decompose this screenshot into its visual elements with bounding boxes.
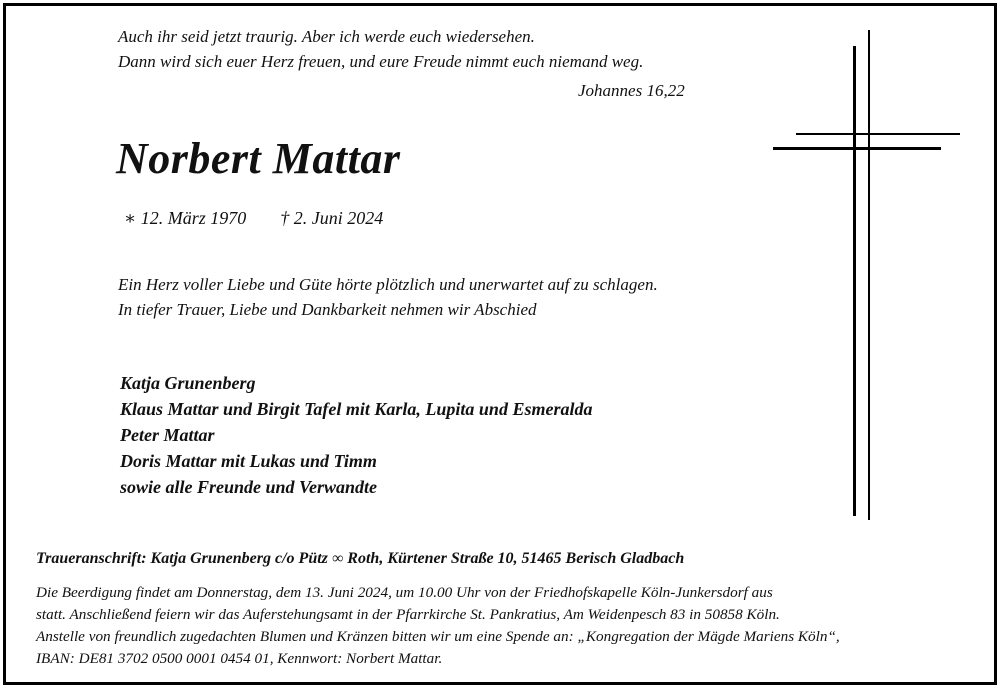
obituary-frame: [3, 3, 997, 685]
message-line-2: In tiefer Trauer, Liebe und Dankbarkeit nehmen wir Abschied: [118, 300, 537, 319]
cross-vertical-bar: [853, 46, 856, 516]
life-dates: [124, 208, 383, 229]
cross-horizontal-bar: [773, 147, 941, 150]
farewell-message: [118, 272, 658, 322]
verse-line-2: Dann wird sich euer Herz freuen, und eure Freude nimmt euch niemand weg.: [118, 52, 644, 71]
family-member: Katja Grunenberg: [120, 373, 256, 393]
verse-line-1: Auch ihr seid jetzt traurig. Aber ich werde euch wiedersehen.: [118, 27, 535, 46]
funeral-line-3: Anstelle von freundlich zugedachten Blumen und Kränzen bitten wir um eine Spende an: „Kongregation der Mägde Mariens Köln“,: [36, 628, 840, 645]
funeral-line-4: IBAN: DE81 3702 0500 0001 0454 01, Kennwort: Norbert Mattar.: [36, 650, 443, 667]
mourning-address: Traueranschrift: Katja Grunenberg c/o Pütz ∞ Roth, Kürtener Straße 10, 51465 Berisch Gladbach: [36, 550, 685, 567]
death-date: † 2. Juni 2024: [280, 208, 384, 228]
funeral-line-2: statt. Anschließend feiern wir das Auferstehungsamt in der Pfarrkirche St. Pankratius, Am Weidenpesch 83 in 50858 Köln.: [36, 606, 780, 623]
family-member: Doris Mattar mit Lukas und Timm: [120, 451, 377, 471]
cross-horizontal-bar-thin: [796, 133, 960, 135]
cross-vertical-bar-thin: [868, 30, 870, 520]
funeral-line-1: Die Beerdigung findet am Donnerstag, dem 13. Juni 2024, um 10.00 Uhr von der Friedhofskapelle Köln-Junkersdorf aus: [36, 584, 773, 601]
family-member: Klaus Mattar und Birgit Tafel mit Karla, Lupita und Esmeralda: [120, 399, 593, 419]
verse-reference: Johannes 16,22: [578, 81, 685, 100]
family-list: [120, 370, 592, 500]
family-member: Peter Mattar: [120, 425, 215, 445]
bible-verse: [118, 24, 685, 100]
deceased-name: Norbert Mattar: [116, 134, 401, 183]
funeral-details: [36, 582, 916, 670]
message-line-1: Ein Herz voller Liebe und Güte hörte plötzlich und unerwartet auf zu schlagen.: [118, 275, 658, 294]
family-member: sowie alle Freunde und Verwandte: [120, 477, 378, 497]
birth-date: ∗ 12. März 1970: [124, 208, 247, 228]
